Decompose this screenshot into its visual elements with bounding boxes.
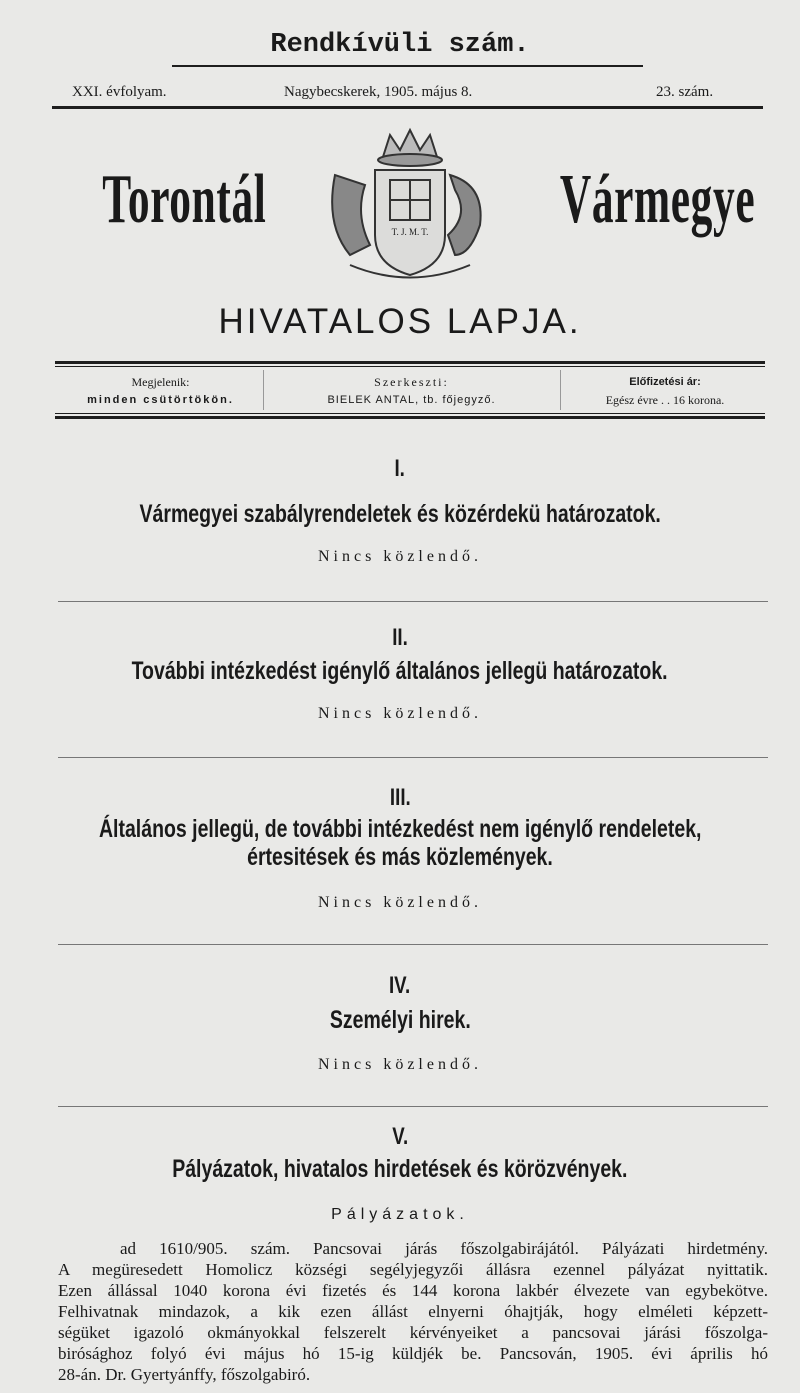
section-heading: értesitések és más közlemények. [247,843,553,871]
volume: XXI. évfolyam. [72,84,167,100]
section-subheading: Pályázatok. [331,1206,469,1223]
place-date: Nagybecskerek, 1905. május 8. [284,84,473,100]
article-line: birósághoz folyó évi május hó 15-ig küldjék be. Pancsován, 1905. évi április hó [58,1344,768,1363]
section-number: V. [392,1123,408,1150]
divider [55,361,765,364]
article-line: Ezen állással 1040 korona évi fizetés és 144 korona lakbér élvezete van egybekötve. [58,1281,768,1300]
info-value: minden csütörtökön. [87,394,234,406]
article-line: ad 1610/905. szám. Pancsovai járás főszolgabirájától. Pályázati hirdetmény. [120,1239,768,1258]
section-heading: További intézkedést igénylő általános jellegü határozatok. [131,657,669,685]
section-heading: Általános jellegü, de további intézkedést nem igénylő rendeletek, [98,815,702,843]
section-heading: Vármegyei szabályrendeletek és közérdekü határozatok. [139,500,661,528]
divider [58,757,768,758]
article-line: 28-án. Dr. Gyertyánffy, főszolgabiró. [58,1365,311,1384]
info-frequency [58,373,263,409]
article-body [58,1238,768,1385]
crest-text: T. J. M. T. [391,227,429,237]
section-1 [0,455,800,483]
article-line: A megüresedett Homolicz községi segélyjegyzői állásra ezennel pályázat nyittatik. [58,1260,768,1279]
section-number: III. [389,784,411,811]
divider [58,1106,768,1107]
divider [55,413,765,414]
divider [172,65,643,67]
section-number: II. [392,624,408,651]
issue-number: 23. szám. [656,84,714,100]
info-label: Megjelenik: [131,375,190,389]
article-line: ségüket igazoló okmányokkal felszerelt kérvényeiket a pancsovai járási főszolga- [58,1323,768,1342]
divider [52,106,763,109]
coat-of-arms-icon [320,115,500,295]
info-value: BIELEK ANTAL, tb. főjegyző. [327,394,496,406]
info-editor [263,373,560,409]
section-heading: Személyi hirek. [329,1006,471,1034]
info-label: Szerkeszti: [374,375,449,389]
section-note: Nincs közlendő. [318,548,482,565]
info-label: Előfizetési ár: [629,376,701,388]
section-note: Nincs közlendő. [318,894,482,911]
title-right: Vármegye [559,161,756,238]
article-line: Felhivatnak mindazok, a kik ezen állást elnyerni óhajtják, hogy elméleti képzett- [58,1302,768,1321]
divider [55,416,765,419]
info-subscription [560,373,770,409]
title-left: Torontál [102,161,267,238]
section-heading: Pályázatok, hivatalos hirdetések és körözvények. [172,1155,628,1183]
section-number: IV. [389,972,411,999]
subtitle: HIVATALOS LAPJA. [218,302,582,341]
divider [55,366,765,367]
divider [58,601,768,602]
info-value: Egész évre . . 16 korona. [605,393,725,407]
special-issue-label: Rendkívüli szám. [270,30,530,60]
divider [58,944,768,945]
section-note: Nincs közlendő. [318,1056,482,1073]
section-note: Nincs közlendő. [318,705,482,722]
section-number: I. [394,455,406,482]
